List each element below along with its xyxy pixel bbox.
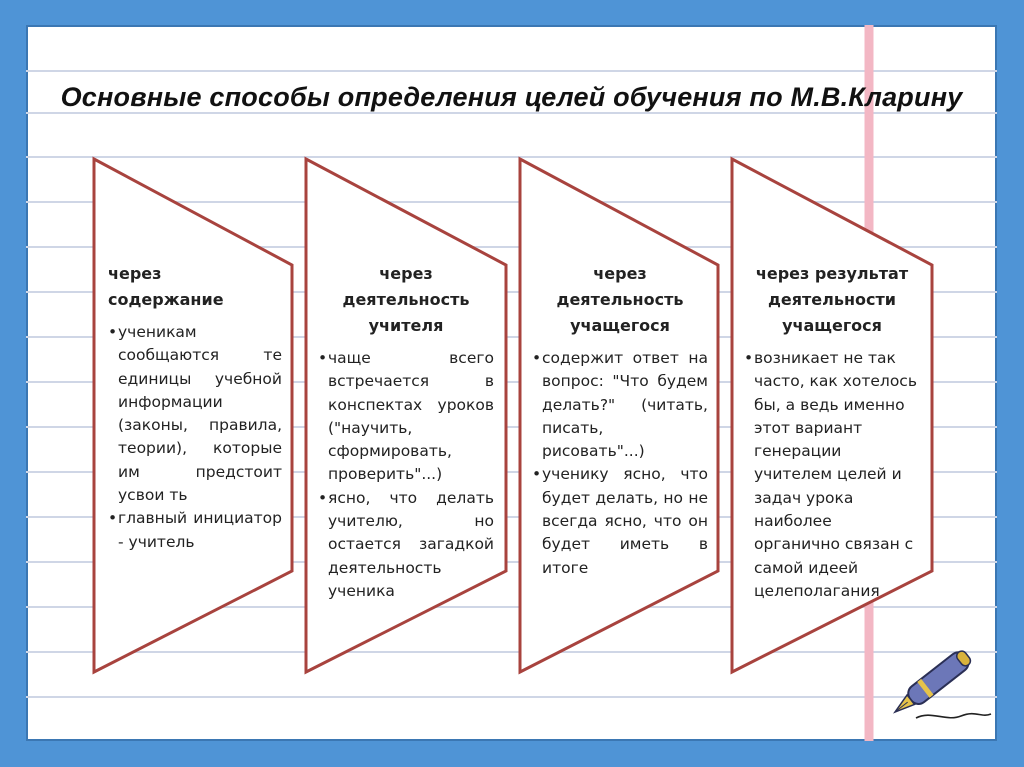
column-list — [108, 321, 282, 554]
column-list — [318, 347, 494, 603]
list-item: • ясно, что делать учителю, но остается загадкой деятельность ученика — [318, 487, 494, 603]
list-item: • чаще всего встречается в конспектах уроков ("научить, сформировать, проверить"...) — [318, 347, 494, 487]
column-heading: через деятельность учащегося — [556, 264, 684, 335]
column-student — [532, 261, 708, 580]
column-teacher — [318, 261, 494, 603]
column-result — [744, 261, 920, 603]
list-item: • главный инициатор - учитель — [108, 507, 282, 554]
list-item: • ученикам сообщаются те единицы учебной информации (законы, правила, теории), которые им предстоит усвои ть — [108, 321, 282, 507]
column-content — [108, 261, 282, 554]
list-item: • содержит ответ на вопрос: "Что будем делать?" (читать, писать, рисовать"...) — [532, 347, 708, 463]
notebook-sheet — [26, 25, 997, 741]
list-item: • ученику ясно, что будет делать, но не всегда ясно, что он будет иметь в итоге — [532, 463, 708, 579]
list-item: • возникает не так часто, как хотелось бы, а ведь именно этот вариант генерации учителем целей и задач урока наиболее органично связан с самой идеей целеполагания — [744, 347, 920, 603]
column-heading: через содержание — [108, 264, 224, 309]
fountain-pen-icon — [876, 630, 996, 725]
column-list — [532, 347, 708, 580]
column-heading: через деятельность учителя — [342, 264, 470, 335]
column-heading: через результат деятельности учащегося — [755, 264, 909, 335]
page-title: Основные способы определения целей обучения по М.В.Кларину — [60, 82, 963, 112]
column-list — [744, 347, 920, 603]
